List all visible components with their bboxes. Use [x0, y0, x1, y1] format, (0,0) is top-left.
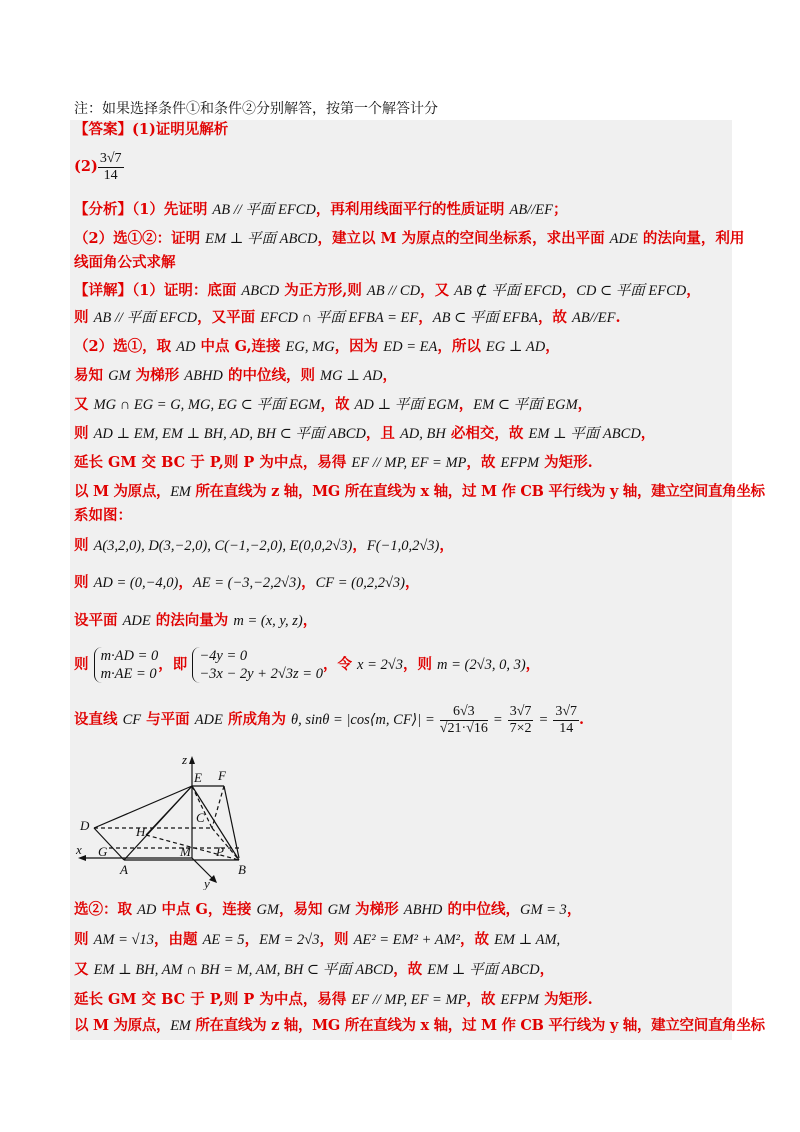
equation-system-2	[192, 647, 323, 683]
text: 设平面	[74, 612, 123, 629]
text: ，	[686, 282, 701, 299]
fraction-num: 3√7	[509, 703, 532, 719]
note-text: 注：如果选择条件①和条件②分别解答，按第一个解答计分	[74, 101, 438, 117]
option2-line-3	[74, 960, 554, 980]
detail-line-11	[74, 573, 420, 593]
text: ，	[561, 282, 577, 299]
answer-part2-prefix: (2)	[74, 158, 98, 175]
text: 选②：取	[74, 901, 138, 918]
answer-fraction-num: 3√7	[99, 150, 122, 166]
math: AD ⊥ EM, EM ⊥ BH, AD, BH ⊂ 平面 ABCD	[93, 426, 366, 442]
math: AB // 平面 EFCD	[93, 310, 198, 326]
detail-line-4	[74, 366, 397, 386]
detail-line-3	[74, 337, 560, 357]
math: AE = 5	[202, 932, 245, 948]
analysis-line-1	[74, 200, 567, 220]
text: 的中位线，则	[222, 367, 321, 384]
text: ，	[418, 309, 433, 326]
detail-line-7	[74, 453, 593, 473]
math: ABHD	[184, 368, 223, 384]
label-A: A	[120, 862, 128, 877]
math: =	[538, 712, 549, 728]
label-C: C	[196, 810, 205, 825]
answer-part1: (1)证明见解析	[132, 121, 229, 138]
math: GM = 3	[519, 902, 567, 918]
detail-line-5	[74, 395, 592, 415]
text: 则	[74, 931, 94, 948]
math: GM	[256, 902, 279, 918]
math: AB // 平面 EFCD	[212, 202, 316, 218]
math: AB ⊄ 平面 EFCD	[454, 283, 562, 299]
text: 为矩形.	[539, 454, 593, 471]
y-axis	[192, 858, 214, 880]
math: EM ⊥ 平面 ABCD	[427, 962, 540, 978]
text: .	[579, 711, 585, 728]
text: 则	[74, 537, 94, 554]
math: EG, MG	[285, 339, 335, 355]
detail-line-8	[74, 482, 765, 502]
text: ，	[458, 396, 474, 413]
math: EFCD ∩ 平面 EFBA = EF	[260, 310, 419, 326]
analysis-line-2	[74, 229, 744, 249]
text: 以 M 为原点，	[74, 483, 171, 500]
text: （2）选①，取	[74, 338, 177, 355]
text: ，即	[158, 656, 193, 673]
label-y: y	[204, 876, 210, 890]
detail-line-1	[74, 281, 701, 301]
answer-line	[74, 120, 228, 140]
equation: −3x − 2y + 2√3z = 0	[199, 666, 323, 682]
math: EM ⊂ 平面 EGM	[473, 397, 578, 413]
fraction-den: 7×2	[509, 720, 532, 736]
equation: m·AD = 0	[100, 648, 159, 664]
text: 的中位线，	[442, 901, 520, 918]
math: AE² = EM² + AM²	[353, 932, 460, 948]
math: AB//EF	[509, 202, 553, 218]
text: ，	[382, 367, 398, 384]
text: 所在直线为 z 轴，MG 所在直线为 x 轴，过 M 作 CB 平行线为 y 轴，建立空间直角坐标	[190, 483, 765, 500]
text: ，所以	[437, 338, 486, 355]
fraction-den: √21·√16	[439, 720, 488, 736]
text: ，	[525, 656, 541, 673]
fraction-3	[553, 704, 579, 737]
text: ，	[566, 901, 582, 918]
math: x = 2√3	[357, 657, 403, 673]
text: ，再利用线面平行的性质证明	[315, 201, 510, 218]
text: 为矩形.	[539, 991, 593, 1008]
text: 又	[74, 396, 94, 413]
z-axis-arrow-icon	[189, 756, 195, 764]
text: ，因为	[334, 338, 384, 355]
label-D: D	[80, 818, 90, 833]
math: θ, sinθ = |cos⟨m, CF⟩| =	[291, 712, 435, 728]
math: AD	[137, 902, 157, 918]
detail-line-10	[74, 536, 454, 556]
text: 中点 G,连接	[195, 338, 286, 355]
text: ，故	[460, 931, 495, 948]
text: 则	[74, 574, 94, 591]
fraction-2	[508, 704, 534, 737]
math: EF // MP, EF = MP	[351, 992, 467, 1008]
equation-system-1	[94, 647, 159, 683]
text: ，	[545, 338, 560, 355]
math: AB // CD	[366, 283, 421, 299]
text: ，	[178, 574, 193, 591]
text: ，故	[537, 309, 572, 326]
equation: −4y = 0	[199, 648, 248, 664]
text: ，故	[320, 396, 355, 413]
text: ，则	[402, 656, 438, 673]
label-B: B	[238, 862, 246, 877]
text: ，故	[466, 454, 501, 471]
label-G: G	[98, 844, 108, 859]
text: ，	[439, 537, 454, 554]
label-F: F	[218, 768, 226, 783]
text: ，建立以 M 为原点的空间坐标系，求出平面	[317, 230, 610, 247]
math: EM ⊥ AM,	[494, 932, 561, 948]
math: EM	[170, 484, 191, 500]
math: AD	[176, 339, 196, 355]
option2-line-1	[74, 900, 581, 920]
label-M: M	[180, 844, 191, 859]
option2-line-5	[74, 1016, 765, 1036]
equation: m·AE = 0	[100, 666, 157, 682]
text: 则	[74, 425, 94, 442]
math: AD, BH	[399, 426, 446, 442]
math: m = (2√3, 0, 3)	[437, 657, 526, 673]
analysis-line-3: 线面角公式求解	[74, 254, 176, 271]
text: 所在直线为 z 轴，MG 所在直线为 x 轴，过 M 作 CB 平行线为 y 轴，建立空间直角坐标	[190, 1017, 765, 1034]
text: 所成角为	[222, 711, 291, 728]
math: EM	[170, 1018, 191, 1034]
math: ADE	[194, 712, 223, 728]
text: .	[615, 309, 621, 326]
text: ，又	[420, 282, 455, 299]
answer-part2-line	[74, 150, 124, 184]
text: 则	[74, 656, 94, 673]
math: AD = (0,−4,0)	[93, 575, 179, 591]
text: ，	[301, 574, 316, 591]
detail-line-9: 系如图：	[74, 507, 132, 524]
label-E: E	[194, 770, 202, 785]
text: ，	[539, 961, 555, 978]
math: AM = √13	[93, 932, 154, 948]
text: 的法向量为	[150, 612, 234, 629]
detail-line-12	[74, 611, 317, 631]
detail-line-13	[74, 640, 540, 690]
text: ，	[244, 931, 260, 948]
text: 的法向量，利用	[637, 230, 745, 247]
text: 设直线	[74, 711, 123, 728]
text: ，则	[319, 931, 354, 948]
detail-line-14	[74, 700, 584, 740]
math: CD ⊂ 平面 EFCD	[576, 283, 687, 299]
text: ；	[552, 201, 568, 218]
math: ADE	[609, 231, 638, 247]
text: 中点 G，连接	[156, 901, 257, 918]
math: AB ⊂ 平面 EFBA	[432, 310, 538, 326]
fraction-1	[440, 704, 488, 737]
math: MG ⊥ AD	[320, 368, 383, 384]
math: ABCD	[241, 283, 280, 299]
text: ，	[352, 537, 367, 554]
text: 与平面	[141, 711, 195, 728]
text: ，故	[466, 991, 501, 1008]
math: EG ⊥ AD	[485, 339, 546, 355]
math: EF // MP, EF = MP	[351, 455, 467, 471]
math: A(3,2,0), D(3,−2,0), C(−1,−2,0), E(0,0,2√3)	[93, 538, 353, 554]
edge-ED	[94, 786, 192, 828]
text: 又	[74, 961, 94, 978]
text: ，故	[393, 961, 428, 978]
math: GM	[327, 902, 351, 918]
geometry-figure	[74, 750, 254, 890]
math: ADE	[122, 613, 151, 629]
math: CF	[122, 712, 142, 728]
label-z: z	[182, 752, 188, 767]
edge-FC	[212, 786, 224, 828]
math: AE = (−3,−2,2√3)	[192, 575, 302, 591]
answer-label: 【答案】	[74, 121, 132, 138]
text: ，又平面	[197, 309, 261, 326]
math: MG ∩ EG = G, MG, EG ⊂ 平面 EGM	[93, 397, 321, 413]
text: 【详解】（1）证明：底面	[74, 282, 242, 299]
text: ，且	[365, 425, 400, 442]
math: EM = 2√3	[259, 932, 320, 948]
fraction-den: 14	[559, 720, 574, 736]
fraction-num: 6√3	[440, 704, 488, 721]
math: EM ⊥ BH, AM ∩ BH = M, AM, BH ⊂ 平面 ABCD	[93, 962, 394, 978]
text: 则	[74, 309, 94, 326]
math: =	[492, 712, 503, 728]
answer-fraction-den: 14	[103, 167, 118, 183]
math: ED = EA	[383, 339, 438, 355]
text: 为正方形,则	[279, 282, 367, 299]
math: AD ⊥ 平面 EGM	[354, 397, 459, 413]
math: EM ⊥ 平面 ABCD	[205, 231, 318, 247]
option2-line-2	[74, 930, 560, 950]
text: ，	[302, 612, 318, 629]
math: ABHD	[403, 902, 443, 918]
math: GM	[108, 368, 131, 384]
math: EFPM	[500, 455, 540, 471]
text: ，由题	[154, 931, 203, 948]
text: 为梯形	[350, 901, 404, 918]
text: ，	[405, 574, 420, 591]
text: 必相交，故	[445, 425, 529, 442]
answer-fraction	[98, 151, 124, 184]
label-x: x	[76, 842, 82, 857]
text: 延长 GM 交 BC 于 P,则 P 为中点，易得	[74, 454, 352, 471]
math: CF = (0,2,2√3)	[315, 575, 405, 591]
text: 【分析】（1）先证明	[74, 201, 213, 218]
text: 易知	[74, 367, 109, 384]
detail-line-2	[74, 308, 621, 328]
text: ，令	[322, 656, 358, 673]
text: ，	[577, 396, 593, 413]
text: 以 M 为原点，	[74, 1017, 171, 1034]
text: 为梯形	[130, 367, 185, 384]
label-H: H	[136, 824, 146, 839]
option2-line-4	[74, 990, 593, 1010]
math: m = (x, y, z)	[233, 613, 303, 629]
label-P: P	[216, 844, 224, 859]
math: EFPM	[500, 992, 540, 1008]
math: F(−1,0,2√3)	[366, 538, 440, 554]
detail-line-6	[74, 424, 655, 444]
text: （2）选①②：证明	[74, 230, 206, 247]
math: EM ⊥ 平面 ABCD	[528, 426, 641, 442]
fraction-num: 3√7	[555, 703, 578, 719]
text: ，	[640, 425, 656, 442]
math: AB//EF	[572, 310, 616, 326]
text: 延长 GM 交 BC 于 P,则 P 为中点，易得	[74, 991, 352, 1008]
text: ，易知	[279, 901, 328, 918]
